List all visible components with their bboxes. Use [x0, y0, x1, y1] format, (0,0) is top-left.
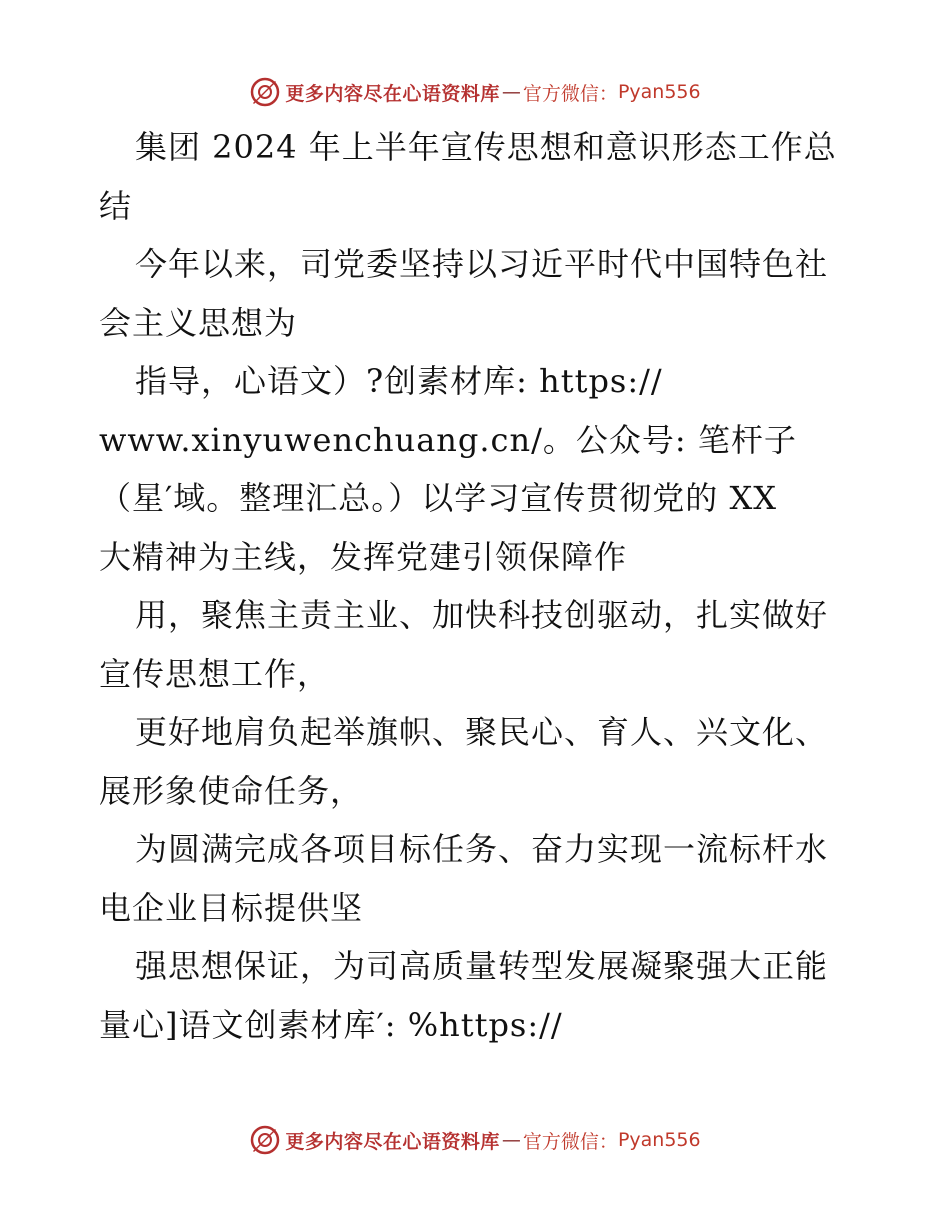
- paragraph-line: 更好地肩负起举旗帜、聚民心、育人、兴文化、: [135, 713, 829, 751]
- footer-banner: [0, 1120, 950, 1160]
- paragraph-line: 电企业目标提供坚: [99, 888, 364, 927]
- title-line-1: 集团 2024 年上半年宣传思想和意识形态工作总: [135, 128, 837, 166]
- paragraph-line: 大精神为主线，发挥党建引领保障作: [99, 537, 628, 576]
- banner-main-text: 更多内容尽在心语资料库: [285, 82, 500, 105]
- logo-icon: [249, 1124, 281, 1156]
- banner-wechat-label: 官方微信：: [522, 1130, 618, 1153]
- paragraph-line: 强思想保证，为司高质量转型发展凝聚强大正能: [135, 947, 829, 985]
- paragraph-line: （星′域。整理汇总。）以学习宣传贯彻党的 XX: [99, 479, 778, 517]
- paragraph-line: 量心]语文创素材库′: %https://: [99, 1005, 563, 1044]
- banner-wechat-id: Pyan556: [617, 1129, 701, 1151]
- paragraph-line: 用，聚焦主责主业、加快科技创驱动，扎实做好: [135, 596, 829, 634]
- paragraph-line: 今年以来，司党委坚持以习近平时代中国特色社: [135, 245, 829, 283]
- paragraph-line: 展形象使命任务，: [99, 771, 364, 810]
- logo-icon: [249, 76, 281, 108]
- banner-main-text: 更多内容尽在心语资料库: [285, 1130, 500, 1153]
- paragraph-line: 会主义思想为: [99, 303, 298, 342]
- title-line-2: 结: [99, 186, 133, 225]
- header-banner: [0, 72, 950, 112]
- document-body: [99, 118, 859, 1054]
- banner-wechat-label: 官方微信：: [522, 82, 618, 105]
- paragraph-line: www.xinyuwenchuang.cn/。公众号: 笔杆子: [99, 420, 797, 459]
- banner-separator: —: [501, 1129, 521, 1151]
- banner-wechat-id: Pyan556: [617, 81, 701, 103]
- paragraph-line: 宣传思想工作，: [99, 654, 331, 693]
- paragraph-line: 为圆满完成各项目标任务、奋力实现一流标杆水: [135, 830, 829, 868]
- banner-separator: —: [501, 81, 521, 103]
- paragraph-line: 指导，心语文）?创素材库: https://: [135, 362, 663, 400]
